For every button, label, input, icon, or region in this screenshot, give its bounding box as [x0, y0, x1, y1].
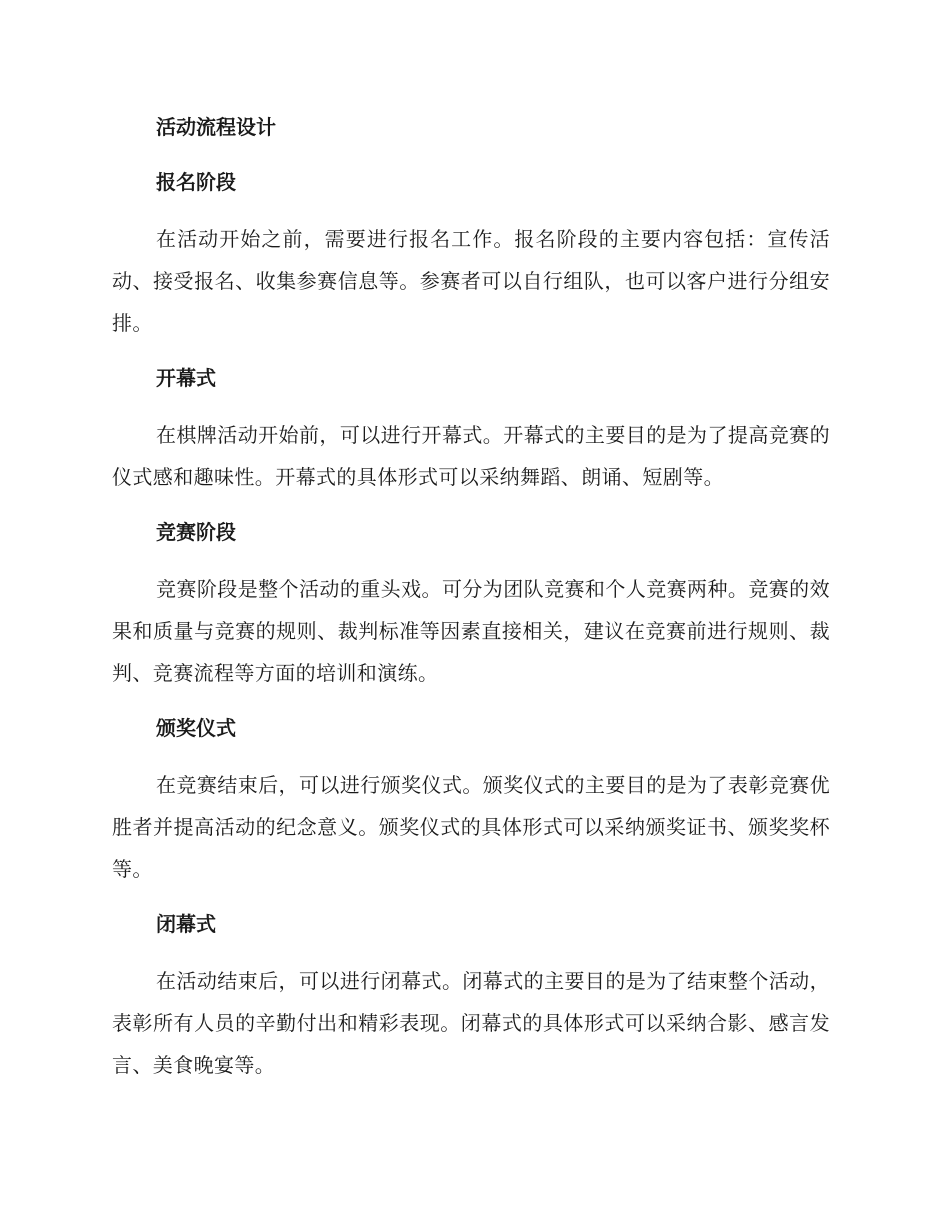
- section-heading-opening-ceremony: 开幕式: [156, 366, 216, 390]
- document-title: 活动流程设计: [156, 115, 276, 139]
- section-heading-closing-ceremony: 闭幕式: [156, 912, 216, 936]
- section-body-competition: 竞赛阶段是整个活动的重头戏。可分为团队竞赛和个人竞赛两种。竞赛的效果和质量与竞赛的规则、裁判标准等因素直接相关，建议在竞赛前进行规则、裁判、竞赛流程等方面的培训和演练。: [112, 577, 830, 685]
- section-heading-registration: 报名阶段: [156, 170, 236, 194]
- section-body-closing-ceremony: 在活动结束后，可以进行闭幕式。闭幕式的主要目的是为了结束整个活动，表彰所有人员的辛勤付出和精彩表现。闭幕式的具体形式可以采纳合影、感言发言、美食晚宴等。: [112, 969, 830, 1077]
- section-body-registration: 在活动开始之前，需要进行报名工作。报名阶段的主要内容包括：宣传活动、接受报名、收集参赛信息等。参赛者可以自行组队，也可以客户进行分组安排。: [112, 227, 830, 335]
- section-body-opening-ceremony: 在棋牌活动开始前，可以进行开幕式。开幕式的主要目的是为了提高竞赛的仪式感和趣味性。开幕式的具体形式可以采纳舞蹈、朗诵、短剧等。: [112, 423, 830, 489]
- section-body-award-ceremony: 在竞赛结束后，可以进行颁奖仪式。颁奖仪式的主要目的是为了表彰竞赛优胜者并提高活动的纪念意义。颁奖仪式的具体形式可以采纳颁奖证书、颁奖奖杯等。: [112, 773, 830, 881]
- section-heading-award-ceremony: 颁奖仪式: [156, 716, 236, 740]
- document-page: [112, 108, 830, 1101]
- section-heading-competition: 竞赛阶段: [156, 520, 236, 544]
